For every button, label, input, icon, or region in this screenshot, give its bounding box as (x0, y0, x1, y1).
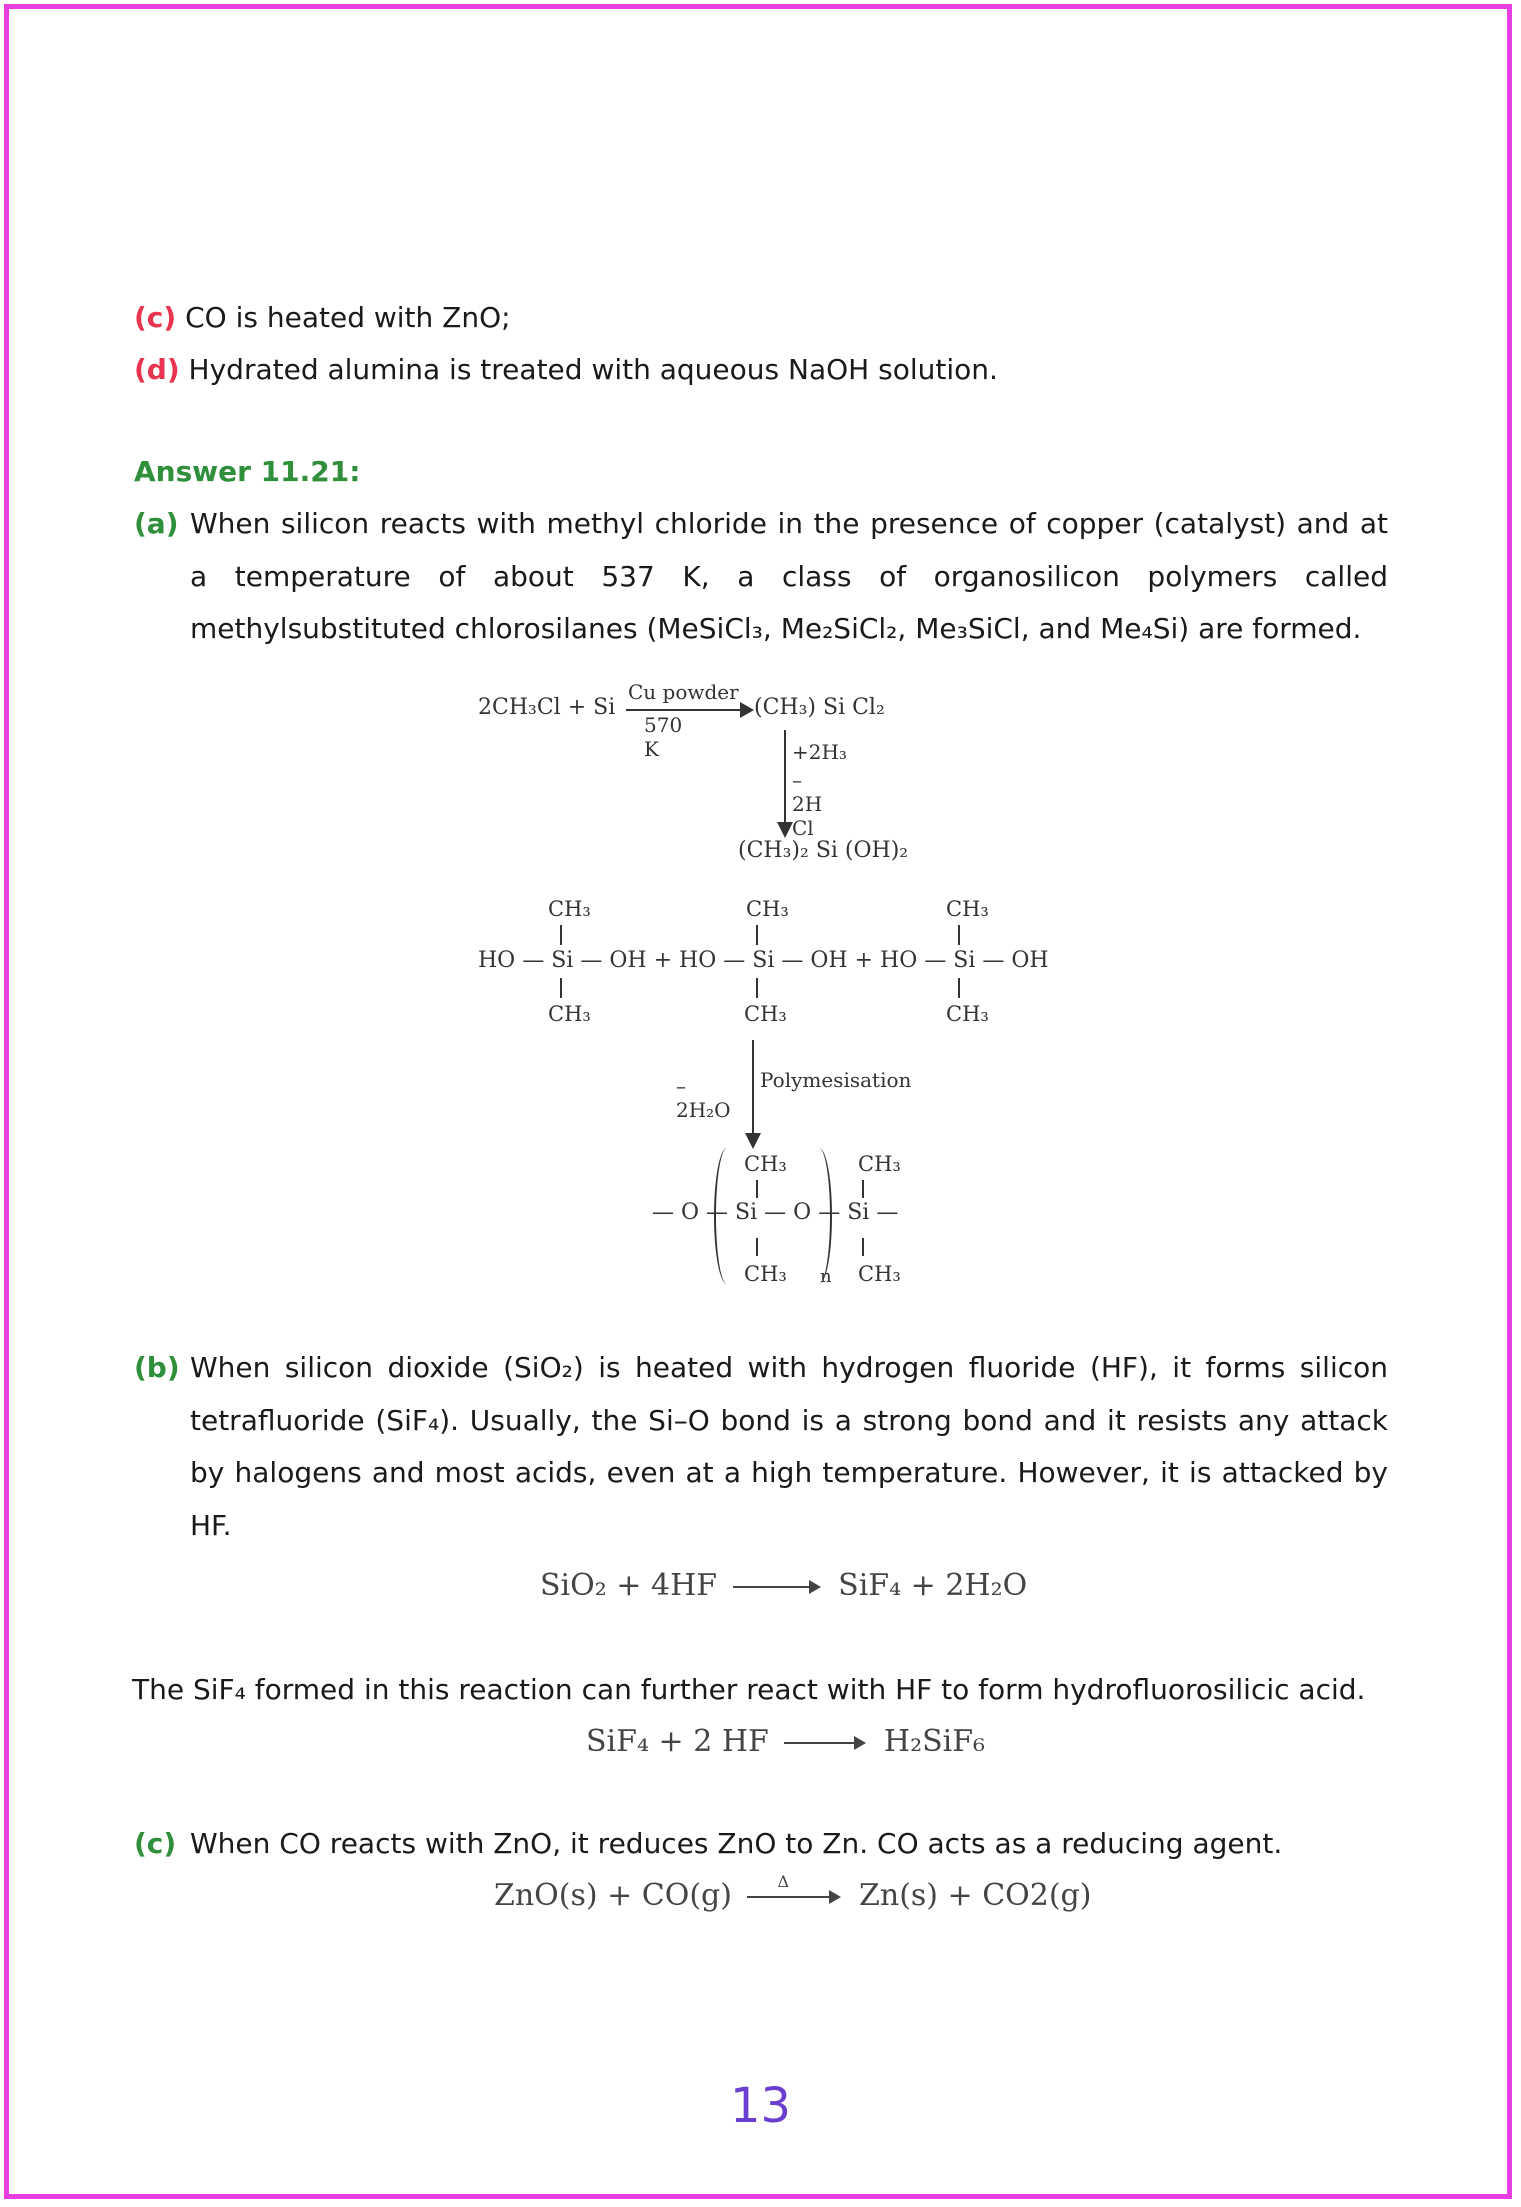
mol2-bond-left: — (723, 948, 746, 973)
mol2-oh: OH (810, 948, 848, 973)
mol1-bond-left: — (522, 948, 545, 973)
poly-bond-top (756, 1180, 758, 1198)
poly-bond-bottom (756, 1238, 758, 1256)
question-d-text: Hydrated alumina is treated with aqueous NaOH solution. (188, 353, 998, 386)
reagent-1: +2H₃ (792, 740, 847, 764)
question-d-label: (d) (134, 353, 180, 386)
equation-3 (494, 1872, 1092, 1913)
question-c-label: (c) (134, 301, 177, 334)
polymerisation-label: Polymesisation (760, 1068, 912, 1092)
arrow-1-line (626, 709, 744, 711)
end-bond-top (862, 1180, 864, 1198)
product-1: (CH₃) Si Cl₂ (754, 695, 885, 720)
equation-1-left: SiO₂ + 4HF (540, 1568, 718, 1603)
poly-bond-4: — (818, 1200, 841, 1225)
poly-o-1: O (681, 1200, 700, 1225)
equation-2 (586, 1724, 985, 1759)
mol3-ch3-top: CH₃ (946, 897, 989, 921)
mol2-bond-right: — (781, 948, 804, 973)
question-d (134, 344, 998, 396)
end-ch3-top: CH₃ (858, 1152, 901, 1176)
equation-3-condition: Δ (777, 1872, 790, 1891)
part-a-text: When silicon reacts with methyl chloride in the presence of copper (catalyst) and at a temperature of about 537 K, a class of organosilicon polymers called methylsubstituted chlorosilanes (MeSiCl₃, Me₂SiCl₂, Me₃SiCl, and Me₄Si) are formed. (190, 507, 1388, 645)
mol2-ch3-top: CH₃ (746, 897, 789, 921)
mol2-ho: HO (679, 948, 717, 973)
mol1-bond-right: — (580, 948, 603, 973)
water-removed: –2H₂O (676, 1074, 731, 1122)
end-ch3-bottom: CH₃ (858, 1262, 901, 1286)
equation-1-arrow-line (733, 1586, 811, 1588)
equation-3-right: Zn(s) + CO2(g) (859, 1878, 1092, 1913)
mol2-bond-top (756, 925, 758, 945)
silanol-row (478, 948, 1049, 973)
answer-heading: Answer 11.21: (134, 455, 361, 488)
part-a-label: (a) (134, 507, 179, 540)
mol1-ch3-top: CH₃ (548, 897, 591, 921)
mol2-bond-bottom (756, 978, 758, 998)
mol1-bond-bottom (560, 978, 562, 998)
mol1-si: Si (551, 948, 574, 973)
reagent-2: –2H Cl (792, 768, 823, 840)
equation-1-arrow-head (809, 1580, 821, 1594)
mol2-ch3-bottom: CH₃ (744, 1002, 787, 1026)
arrow-2-line (784, 730, 786, 824)
polymer-row (652, 1200, 898, 1225)
arrow-2-head (777, 822, 793, 838)
mol3-bond-left: — (924, 948, 947, 973)
condition-top: Cu powder (628, 680, 739, 704)
equation-1-right: SiF₄ + 2H₂O (838, 1568, 1028, 1603)
mol3-oh: OH (1011, 948, 1049, 973)
poly-subscript-n: n (820, 1266, 832, 1287)
poly-si: Si (735, 1200, 758, 1225)
plus-1: + (653, 948, 673, 973)
poly-bond-2: — (706, 1200, 729, 1225)
condition-bottom: 570 K (644, 713, 683, 761)
equation-2-arrow-head (854, 1736, 866, 1750)
mol1-ch3-bottom: CH₃ (548, 1002, 591, 1026)
poly-ch3-top: CH₃ (744, 1152, 787, 1176)
poly-o-2: O (793, 1200, 812, 1225)
part-b-text: When silicon dioxide (SiO₂) is heated with hydrogen fluoride (HF), it forms silicon tetrafluoride (SiF₄). Usually, the Si–O bond is a strong bond and it resists any attack by halogens and most acids, even at a high temperature. However, it is attacked by HF. (190, 1351, 1388, 1542)
mol3-bond-top (958, 925, 960, 945)
product-2: (CH₃)₂ Si (OH)₂ (738, 838, 909, 863)
mol1-bond-top (560, 925, 562, 945)
equation-3-left: ZnO(s) + CO(g) (494, 1878, 732, 1913)
arrow-3-line (752, 1040, 754, 1136)
part-b-label: (b) (134, 1351, 180, 1384)
equation-2-arrow-line (784, 1742, 856, 1744)
equation-2-right: H₂SiF₆ (883, 1724, 986, 1759)
poly-bond-3: — (764, 1200, 787, 1225)
mol3-ho: HO (880, 948, 918, 973)
part-c-label: (c) (134, 1827, 177, 1860)
mol1-oh: OH (609, 948, 647, 973)
equation-1 (540, 1568, 1027, 1603)
end-si: Si (847, 1200, 870, 1225)
poly-ch3-bottom: CH₃ (744, 1262, 787, 1286)
plus-2: + (854, 948, 874, 973)
equation-3-arrow-line (747, 1872, 831, 1898)
equation-2-left: SiF₄ + 2 HF (586, 1724, 769, 1759)
reactants: 2CH₃Cl + Si (478, 695, 616, 720)
mol3-bond-bottom (958, 978, 960, 998)
arrow-3-head (745, 1133, 761, 1149)
mol3-si: Si (953, 948, 976, 973)
mol3-bond-right: — (982, 948, 1005, 973)
mol1-ho: HO (478, 948, 516, 973)
mol3-ch3-bottom: CH₃ (946, 1002, 989, 1026)
question-c-text: CO is heated with ZnO; (185, 301, 511, 334)
poly-bond-1: — (652, 1200, 674, 1225)
end-bond-bottom (862, 1238, 864, 1256)
sif4-text: The SiF₄ formed in this reaction can further react with HF to form hydrofluorosilicic acid. (132, 1673, 1366, 1706)
mol2-si: Si (752, 948, 775, 973)
part-c-text: When CO reacts with ZnO, it reduces ZnO to Zn. CO acts as a reducing agent. (190, 1827, 1283, 1860)
poly-bond-5: — (876, 1200, 899, 1225)
question-c (134, 292, 511, 344)
page-number: 13 (729, 2078, 792, 2134)
arrow-1-head (740, 702, 754, 718)
